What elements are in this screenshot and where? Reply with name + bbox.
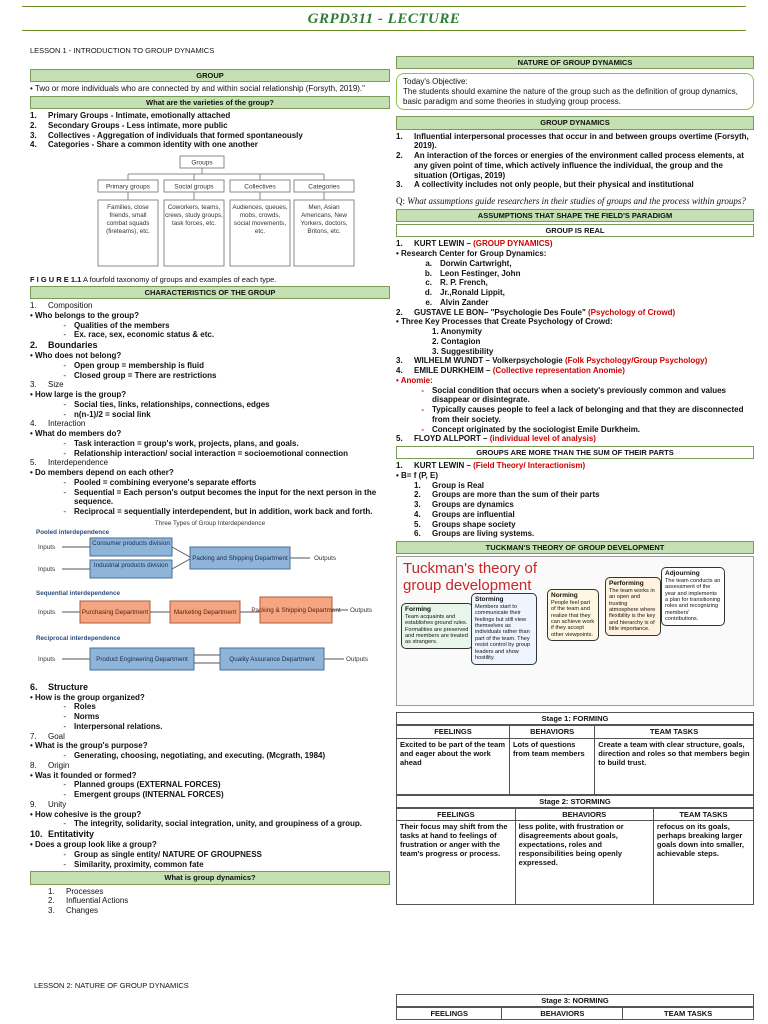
gd-def-text: An interaction of the forces or energies of the environment called process elements, at any given point of time, which actively influence the individual, the group and the situation (Ortigas, 2019) [414, 151, 744, 180]
taxonomy-caption-row [30, 275, 390, 284]
rc-name: R. P. French, [440, 278, 488, 288]
char-text: Unity [48, 799, 67, 809]
sequential-box-1: Purchasing Department [81, 608, 149, 616]
char-dash-item [30, 702, 390, 712]
char-number: 10. [30, 829, 43, 840]
char-item [30, 829, 390, 840]
stage1-heading: Stage 1: FORMING [396, 712, 754, 725]
dash-marker: - [63, 790, 66, 800]
stage-name: Storming [475, 596, 504, 604]
char-text: Entitativity [48, 829, 95, 840]
more-text: Groups are more than the sum of their parts [432, 490, 600, 500]
char-item [30, 732, 390, 742]
taxonomy-diagram [30, 154, 390, 272]
char-text: The integrity, solidarity, social integration, unity, and groupiness of a group. [74, 819, 363, 829]
stage3-block [396, 994, 754, 1020]
char-text: Structure [48, 681, 89, 692]
char-item [30, 458, 390, 468]
variety-item [30, 121, 390, 131]
char-text: Social ties, links, relationships, connections, edges [74, 399, 270, 409]
lesson1-heading: LESSON 1 - INTRODUCTION TO GROUP DYNAMICS [30, 46, 215, 55]
char-bullet: • Do members depend on each other? [30, 468, 174, 478]
more-number: 6. [414, 529, 421, 539]
gd-def-text: Influential interpersonal processes that occur in and between groups overtime (Forsyth, 2019). [414, 131, 749, 151]
taxonomy-example: Audiences, queues, mobs, crowds, social movements, etc. [232, 204, 288, 235]
char-bullet: • What is the group's purpose? [30, 741, 148, 751]
gd-def-number: 2. [396, 151, 403, 161]
col-team-tasks: TEAM TASKS [623, 1008, 754, 1020]
gd-number: 1. [48, 886, 55, 896]
anomie-list [396, 386, 754, 435]
char-dash-item [30, 371, 390, 381]
char-item [30, 380, 390, 390]
rc-name: Leon Festinger, John [440, 268, 521, 278]
objective-box [396, 73, 754, 110]
characteristics-list-2 [30, 682, 390, 870]
taxonomy-example: Coworkers, teams, crews, study groups, task forces, etc. [165, 204, 223, 227]
objective-text: The students should examine the nature of the group such as the definition of group dynamics, basic paradigm and some theories in studying group process. [403, 86, 738, 106]
col-behaviors: BEHAVIORS [515, 808, 653, 820]
char-text: Similarity, proximity, common fate [74, 859, 204, 869]
more-number: 5. [414, 519, 421, 529]
char-number: 8. [30, 760, 37, 770]
char-dash-item [30, 722, 390, 732]
col-behaviors: BEHAVIORS [509, 726, 594, 738]
taxonomy-type: Categories [308, 183, 340, 191]
durkheim: 4. EMILE DURKHEIM – (Collective representation Anomie) [396, 366, 625, 376]
dash-marker: - [63, 330, 66, 340]
variety-item [30, 131, 390, 141]
char-text: Reciprocal = sequentially interdependent, but in addition, work back and forth. [74, 507, 373, 517]
rc-name: Jr.,Ronald Lippit, [440, 288, 505, 298]
char-bullet: • How cohesive is the group? [30, 809, 142, 819]
anomie-item [396, 405, 754, 425]
char-item [30, 800, 390, 810]
rc-item [396, 269, 754, 279]
stage1-behaviors: Lots of questions from team members [509, 738, 594, 794]
dash-marker: - [63, 507, 66, 517]
stage3-heading: Stage 3: NORMING [396, 994, 754, 1007]
stage-name: Adjourning [665, 570, 700, 578]
more-item [414, 490, 754, 500]
char-dash-item [30, 780, 390, 790]
stage1-tasks: Create a team with clear structure, goals, direction and roles so that members begin to build trust. [595, 738, 754, 794]
dash-marker: - [63, 712, 66, 722]
stage1-feelings: Excited to be part of the team and eager about the work ahead [397, 738, 510, 794]
char-dash-item [30, 712, 390, 722]
char-dash-item [30, 488, 390, 508]
char-dash-item [30, 790, 390, 800]
char-number: 6. [30, 681, 38, 692]
pooled-label: Pooled interdependence [36, 528, 110, 536]
char-text: Ex. race, sex, economic status & etc. [74, 330, 215, 340]
char-number: 2. [30, 340, 38, 351]
gd-item [48, 887, 390, 897]
char-dash-item [30, 321, 390, 331]
rc-letter: a. [425, 258, 432, 268]
assumptions-bar: ASSUMPTIONS THAT SHAPE THE FIELD'S PARADIGM [396, 209, 754, 222]
pooled-inputs-2: Inputs [38, 565, 56, 573]
lewin-1: 1. KURT LEWIN – (GROUP DYNAMICS) [396, 239, 553, 249]
char-text: Closed group = There are restrictions [74, 370, 217, 380]
question-text: What assumptions guide researchers in their studies of groups and the process within groups? [407, 196, 746, 207]
gd-text: Changes [66, 906, 99, 915]
stage2-table [396, 808, 754, 905]
stage2-behaviors: less polite, with frustration or disagreements about goals, expectations, roles and responsibilities being openly expressed. [515, 820, 653, 904]
char-bullet: • How is the group organized? [30, 692, 145, 702]
char-number: 7. [30, 731, 37, 741]
rc-item [396, 278, 754, 288]
more-text: Groups are dynamics [432, 500, 514, 510]
char-number: 9. [30, 799, 37, 809]
char-dash-item [30, 400, 390, 410]
col-team-tasks: TEAM TASKS [595, 726, 754, 738]
rc-name: Alvin Zander [440, 297, 489, 307]
char-text: Interdependence [48, 458, 109, 468]
group-is-real-bar: GROUP IS REAL [396, 224, 754, 237]
anomie-heading: • Anomie: [396, 375, 433, 385]
allport: 5. FLOYD ALLPORT – (individual level of analysis) [396, 434, 596, 444]
taxonomy-example: Families, close friends, small combat squads (fireteams), etc. [106, 204, 150, 235]
char-bullet: • Who does not belong? [30, 351, 122, 361]
sequential-box-2: Marketing Department [173, 608, 237, 616]
char-item [30, 340, 390, 351]
reciprocal-inputs: Inputs [38, 655, 56, 663]
anomie-text: Social condition that occurs when a society's previously common and values disappear or disintegrate. [432, 385, 726, 405]
dash-marker: - [63, 751, 66, 761]
char-text: Composition [48, 301, 93, 311]
char-text: Group as single entity/ NATURE OF GROUPNESS [74, 849, 262, 859]
char-dash-item [30, 478, 390, 488]
reciprocal-box-2: Quality Assurance Department [229, 655, 315, 663]
taxonomy-type: Collectives [244, 183, 276, 191]
char-text: Origin [48, 760, 70, 770]
variety-item [30, 111, 390, 121]
char-text: Interaction [48, 419, 86, 429]
char-number: 5. [30, 458, 37, 468]
more-text: Groups shape society [432, 519, 516, 529]
interdep-title: Three Types of Group Interdependence [154, 519, 266, 527]
taxonomy-root: Groups [191, 159, 213, 167]
reciprocal-box-1: Product Engineering Department [96, 655, 188, 663]
pooled-box-1: Consumer products division [92, 539, 170, 547]
char-dash-item [30, 507, 390, 517]
gd-def-text: A collectivity includes not only people, but their physical and institutional [414, 180, 694, 190]
tuckman-stage-performing [605, 577, 661, 635]
gd-def-item [396, 180, 754, 190]
pooled-outputs: Outputs [314, 554, 337, 562]
le-bon: 2. GUSTAVE LE BON– "Psychologie Des Foule" (Psychology of Crowd) [396, 307, 676, 317]
stage-text: The team works in an open and trusting atmosphere where flexibility is the key and hierarchy is of little importance. [609, 587, 656, 633]
rc-letter: b. [424, 268, 432, 278]
more-number: 4. [414, 509, 421, 519]
gd-def-number: 3. [396, 180, 403, 190]
char-dash-item [30, 860, 390, 870]
dash-marker: - [63, 320, 66, 330]
more-number: 2. [414, 490, 421, 500]
char-item [30, 761, 390, 771]
variety-number: 3. [30, 130, 37, 140]
stage3-table [396, 1007, 754, 1020]
col-team-tasks: TEAM TASKS [653, 808, 753, 820]
variety-text: Collectives - Aggregation of individuals that formed spontaneously [48, 130, 303, 140]
page-title: GRPD311 - LECTURE [307, 11, 461, 27]
more-text: Groups are influential [432, 509, 515, 519]
char-text: n(n-1)/2 = social link [74, 409, 151, 419]
key-process: 1. Anonymity [432, 327, 482, 337]
char-item [30, 301, 390, 311]
nature-bar: NATURE OF GROUP DYNAMICS [396, 56, 754, 69]
gd-def-number: 1. [396, 131, 403, 141]
char-dash-item [30, 330, 390, 340]
gd-text: Influential Actions [66, 896, 129, 906]
char-item [30, 682, 390, 693]
gd-item [48, 896, 390, 906]
gd-text: Processes [66, 886, 104, 896]
char-dash-item [30, 850, 390, 860]
rc-name: Dorwin Cartwright, [440, 258, 512, 268]
question [396, 196, 754, 207]
tuckman-bar: TUCKMAN'S THEORY OF GROUP DEVELOPMENT [396, 541, 754, 554]
char-text: Sequential = Each person's output becomes the input for the next person in the sequence. [74, 487, 377, 507]
research-center-list [396, 259, 754, 308]
rc-letter: e. [425, 297, 432, 307]
research-center: • Research Center for Group Dynamics: [396, 249, 547, 259]
tuckman-stage-forming [401, 603, 473, 649]
tuckman-stage-adjourning [661, 567, 725, 625]
rc-item [396, 259, 754, 269]
more-item [414, 529, 754, 539]
more-text: Groups are living systems. [432, 529, 535, 539]
stage1-table [396, 725, 754, 794]
dash-marker: - [421, 385, 424, 395]
rc-letter: d. [424, 288, 432, 298]
char-bullet: • How large is the group? [30, 390, 127, 400]
anomie-text: Concept originated by the sociologist Emile Durkheim. [432, 424, 641, 434]
char-text: Open group = membership is fluid [74, 360, 205, 370]
col-feelings: FEELINGS [397, 726, 510, 738]
stage2-heading: Stage 2: STORMING [396, 795, 754, 808]
group-dynamics-bar: GROUP DYNAMICS [396, 116, 754, 129]
group-bar: GROUP [30, 69, 390, 82]
tuckman-figure [396, 556, 754, 706]
char-dash-item [30, 819, 390, 829]
gd-items [30, 887, 390, 916]
dash-marker: - [63, 370, 66, 380]
char-bullet: • Does a group look like a group? [30, 840, 157, 850]
three-key-processes: • Three Key Processes that Create Psychology of Crowd: [396, 317, 613, 327]
more-item [414, 500, 754, 510]
gd-number: 2. [48, 896, 55, 906]
objective-label: Today's Objective: [403, 77, 468, 87]
stage-name: Performing [609, 580, 644, 588]
more-number: 3. [414, 500, 421, 510]
char-text: Qualities of the members [74, 320, 170, 330]
char-dash-item [30, 439, 390, 449]
dash-marker: - [63, 438, 66, 448]
taxonomy-caption: A fourfold taxonomy of groups and examples of each type. [82, 274, 277, 284]
pooled-box-2: Industrial products division [93, 561, 169, 569]
dash-marker: - [63, 448, 66, 458]
dash-marker: - [63, 360, 66, 370]
char-number: 1. [30, 301, 37, 311]
dash-marker: - [63, 399, 66, 409]
formula: • B= f (P, E) [396, 470, 438, 480]
more-text: Group is Real [432, 480, 485, 490]
char-bullet: • What do members do? [30, 429, 122, 439]
wundt: 3. WILHELM WUNDT – Volkerpsychologie (Folk Psychology/Group Psychology) [396, 356, 708, 366]
char-text: Roles [74, 702, 96, 712]
sequential-outputs: Outputs [350, 606, 373, 614]
question-prefix: Q: [396, 196, 405, 207]
more-item [414, 520, 754, 530]
dash-marker: - [421, 424, 424, 434]
stage-name: Norming [551, 592, 578, 600]
key-process: 2. Contagion [432, 336, 481, 346]
gd-item [48, 906, 390, 916]
what-is-gd-bar: What is group dynamics? [30, 871, 390, 884]
dash-marker: - [63, 487, 66, 497]
taxonomy-type: Primary groups [105, 183, 151, 191]
char-text: Generating, choosing, negotiating, and executing. (Mcgrath, 1984) [74, 751, 326, 761]
char-text: Goal [48, 731, 65, 741]
col-feelings: FEELINGS [397, 808, 516, 820]
taxonomy-type: Social groups [174, 183, 214, 191]
taxonomy-caption-label: F I G U R E 1.1 [30, 274, 82, 284]
char-text: Emergent groups (INTERNAL FORCES) [74, 790, 224, 800]
more-than-sum-list [396, 481, 754, 540]
dash-marker: - [63, 477, 66, 487]
variety-number: 4. [30, 140, 37, 150]
gd-def-item [396, 132, 754, 152]
variety-text: Primary Groups - Intimate, emotionally attached [48, 111, 231, 121]
taxonomy-example: Men, Asian Americans, New Yorkers, doctors, Britons, etc. [300, 204, 348, 235]
interdependence-diagram [30, 519, 390, 679]
dash-marker: - [63, 780, 66, 790]
tuckman-stage-norming [547, 589, 599, 641]
lewin-2: 1. KURT LEWIN – (Field Theory/ Interactionism) [396, 461, 586, 471]
tuckman-stage-storming [471, 593, 537, 664]
char-item [30, 419, 390, 429]
anomie-item [396, 386, 754, 406]
stage2-tasks: refocus on its goals, perhaps breaking larger goals down into smaller, achievable steps. [653, 820, 753, 904]
char-text: Size [48, 380, 64, 390]
char-bullet: • Who belongs to the group? [30, 310, 140, 320]
variety-item [30, 140, 390, 150]
rc-item [396, 288, 754, 298]
characteristics-list [30, 301, 390, 517]
char-text: Interpersonal relations. [74, 721, 163, 731]
col-feelings: FEELINGS [397, 1008, 502, 1020]
stage-name: Forming [405, 606, 431, 614]
varieties-list [30, 111, 390, 150]
dash-marker: - [63, 721, 66, 731]
more-number: 1. [414, 480, 421, 490]
char-dash-item [30, 410, 390, 420]
reciprocal-outputs: Outputs [346, 655, 369, 663]
char-dash-item [30, 361, 390, 371]
sequential-inputs: Inputs [38, 608, 56, 616]
rc-letter: c. [425, 278, 432, 288]
anomie-text: Typically causes people to feel a lack of belonging and that they are disconnected from their society. [432, 405, 744, 424]
char-text: Relationship interaction/ social interaction = socioemotional connection [74, 448, 349, 458]
char-number: 3. [30, 380, 37, 390]
left-column [30, 40, 390, 1024]
stage2-feelings: Their focus may shift from the tasks at hand to feelings of frustration or anger with the team's progress or process. [397, 820, 516, 904]
characteristics-bar: CHARACTERISTICS OF THE GROUP [30, 286, 390, 299]
right-column [396, 40, 754, 1024]
char-text: Pooled = combining everyone's separate efforts [74, 477, 257, 487]
varieties-bar: What are the varieties of the group? [30, 96, 390, 109]
more-item [414, 481, 754, 491]
char-text: Norms [74, 712, 100, 722]
stage-text: The team conducts an assessment of the year and implements a plan for transitioning roles and recognizing members' contributions. [665, 577, 721, 623]
group-definition: • Two or more individuals who are connected by and within social relationship (Forsyth, 2019)." [30, 84, 365, 94]
lesson2-heading: LESSON 2: NATURE OF GROUP DYNAMICS [34, 981, 189, 990]
col-behaviors: BEHAVIORS [502, 1008, 623, 1020]
dash-marker: - [421, 405, 424, 415]
gd-def-item [396, 151, 754, 180]
stage-text: Team acquaints and establishes ground rules. Formalities are preserved and members are treated as strangers. [405, 613, 469, 646]
three-key-list [396, 327, 754, 356]
stage-text: Members start to communicate their feelings but still view themselves as individuals rather than part of the team. They resist control by group leaders and show hostility. [475, 603, 531, 662]
more-than-sum-bar: GROUPS ARE MORE THAN THE SUM OF THEIR PARTS [396, 446, 754, 459]
dash-marker: - [63, 849, 66, 859]
anomie-item [396, 425, 754, 435]
variety-text: Categories - Share a common identity with one another [48, 140, 258, 150]
gd-definitions [396, 132, 754, 191]
sequential-box-3: Packing & Shipping Department [251, 606, 341, 614]
dash-marker: - [63, 819, 66, 829]
page-header [22, 6, 746, 34]
variety-text: Secondary Groups - Less intimate, more public [48, 120, 228, 130]
char-dash-item [30, 449, 390, 459]
dash-marker: - [63, 859, 66, 869]
gd-number: 3. [48, 906, 55, 915]
char-number: 4. [30, 419, 37, 429]
char-text: Boundaries [48, 340, 98, 351]
dash-marker: - [63, 702, 66, 712]
char-bullet: • Was it founded or formed? [30, 770, 137, 780]
sequential-label: Sequential interdependence [36, 589, 120, 597]
rc-item [396, 298, 754, 308]
more-item [414, 510, 754, 520]
pooled-inputs-1: Inputs [38, 543, 56, 551]
variety-number: 2. [30, 120, 37, 130]
tuckman-title: Tuckman's theory of group development [403, 560, 538, 594]
char-dash-item [30, 751, 390, 761]
reciprocal-label: Reciprocal interdependence [36, 634, 121, 642]
pooled-box-3: Packing and Shipping Department [192, 554, 288, 562]
stage-text: People feel part of the team and realize that they can achieve work if they accept other viewpoints. [551, 599, 595, 638]
char-text: Task interaction = group's work, projects, plans, and goals. [74, 438, 299, 448]
key-process: 3. Suggestibility [432, 346, 494, 356]
char-text: Planned groups (EXTERNAL FORCES) [74, 780, 221, 790]
variety-number: 1. [30, 111, 37, 121]
dash-marker: - [63, 409, 66, 419]
